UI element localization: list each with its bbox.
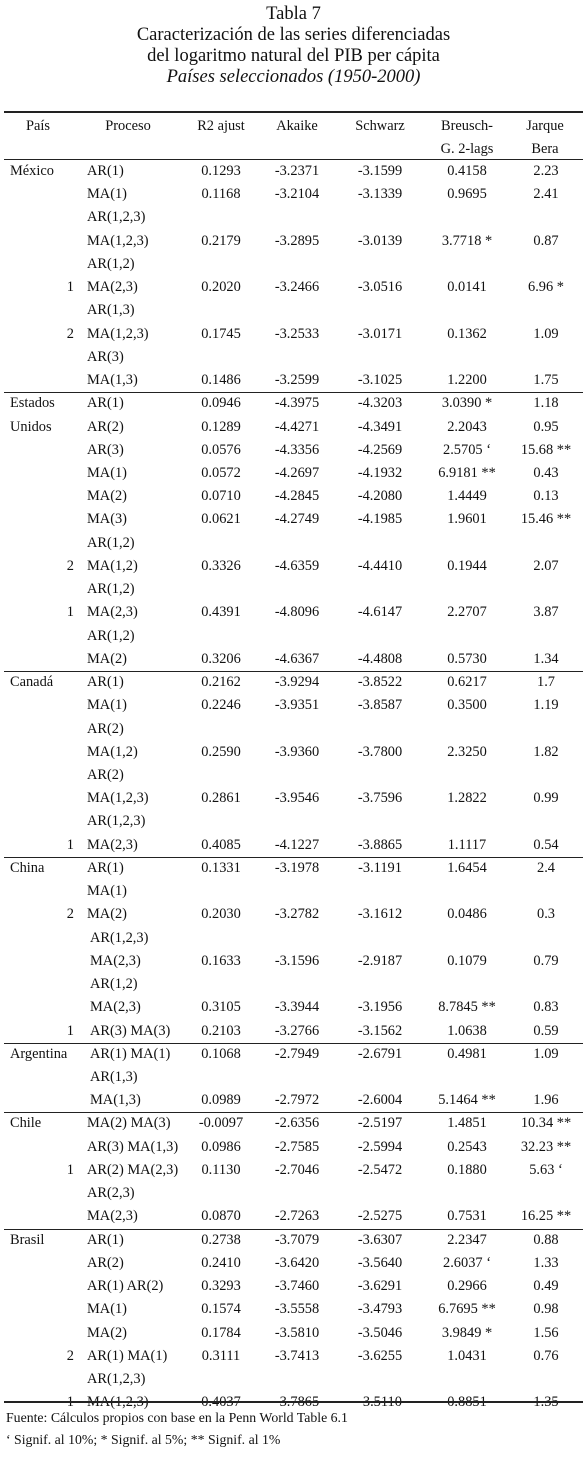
cell-country: Unidos: [10, 418, 52, 435]
cell-jarque: 1.82: [533, 743, 559, 760]
cell-r2: 0.3206: [201, 650, 241, 667]
cell-breusch: 0.6217: [447, 674, 487, 691]
group-rule: [4, 857, 583, 858]
cell-akaike: -4.3975: [274, 395, 320, 412]
cell-process: MA(1): [87, 1301, 127, 1318]
cell-jarque: 6.96 *: [528, 279, 564, 296]
cell-process: AR(2): [87, 418, 124, 435]
cell-process: MA(1,2): [87, 557, 138, 574]
cell-akaike: -3.2599: [274, 372, 320, 389]
cell-jarque: 1.7: [537, 674, 555, 691]
cell-breusch: 0.1362: [447, 325, 487, 342]
cell-schwarz: -2.6004: [357, 1092, 403, 1109]
cell-process: MA(1,2,3): [87, 790, 149, 807]
cell-process: AR(1,2,3): [90, 929, 149, 946]
cell-order: 1: [66, 1161, 74, 1178]
cell-r2: 0.1293: [201, 163, 241, 179]
cell-breusch: 0.1079: [447, 952, 487, 969]
cell-jarque: 1.09: [533, 325, 559, 342]
cell-breusch: 3.9849 *: [441, 1324, 493, 1341]
cell-akaike: -3.3944: [274, 999, 320, 1016]
cell-breusch: 0.0486: [447, 906, 487, 923]
cell-r2: 0.1784: [201, 1324, 241, 1341]
cell-order: 1: [66, 1022, 74, 1039]
cell-breusch: 0.4158: [447, 163, 487, 179]
cell-breusch: 2.2707: [447, 604, 487, 621]
cell-country: Estados: [10, 395, 55, 412]
cell-process: AR(1,2): [87, 581, 135, 598]
cell-r2: 0.2590: [201, 743, 241, 760]
cell-schwarz: -4.3491: [357, 418, 403, 435]
cell-jarque: 0.79: [533, 952, 559, 969]
cell-process: MA(2): [87, 1324, 127, 1341]
cell-r2: 0.2410: [201, 1254, 241, 1271]
cell-jarque: 2.4: [537, 859, 555, 876]
cell-akaike: -2.7949: [274, 1045, 320, 1062]
cell-breusch: 0.7531: [447, 1208, 487, 1225]
cell-breusch: 1.1117: [447, 836, 487, 853]
cell-schwarz: -4.6147: [357, 604, 403, 621]
cell-process: AR(1,2,3): [87, 209, 146, 226]
cell-jarque: 2.23: [533, 163, 559, 179]
cell-breusch: 1.0431: [447, 1347, 487, 1364]
cell-process: AR(1,2): [87, 534, 135, 551]
cell-schwarz: -3.6255: [357, 1347, 403, 1364]
cell-schwarz: -2.5197: [357, 1115, 403, 1132]
cell-r2: 0.2030: [201, 906, 241, 923]
cell-process: MA(2): [87, 488, 127, 505]
cell-r2: 0.4085: [201, 836, 241, 853]
cell-schwarz: -4.1985: [357, 511, 403, 528]
cell-akaike: -3.5810: [274, 1324, 320, 1341]
cell-breusch: 8.7845 **: [438, 999, 496, 1016]
cell-jarque: 1.18: [533, 395, 559, 412]
cell-breusch: 6.9181 **: [438, 464, 496, 481]
header-jarque-1: Jarque: [526, 118, 564, 134]
cell-process: MA(1,2,3): [87, 232, 149, 249]
cell-r2: 0.2861: [201, 790, 241, 807]
cell-process: AR(1,2): [87, 255, 135, 272]
cell-process: MA(3): [87, 511, 127, 528]
cell-schwarz: -3.1562: [357, 1022, 403, 1039]
cell-schwarz: -3.1956: [357, 999, 403, 1016]
cell-jarque: 0.59: [533, 1022, 559, 1039]
cell-jarque: 3.87: [533, 604, 559, 621]
cell-akaike: -3.2895: [274, 232, 320, 249]
cell-process: MA(1,2,3): [87, 325, 149, 342]
cell-schwarz: -4.4808: [357, 650, 403, 667]
cell-r2: 0.1068: [201, 1045, 241, 1062]
cell-r2: -0.0097: [198, 1115, 244, 1132]
footnote-source: Fuente: Cálculos propios con base en la Penn World Table 6.1: [6, 1410, 348, 1425]
cell-breusch: 0.9695: [447, 186, 487, 203]
header-jarque-2: Bera: [531, 141, 559, 157]
cell-schwarz: -4.1932: [357, 464, 403, 481]
cell-r2: 0.2179: [201, 232, 241, 249]
cell-jarque: 0.83: [533, 999, 559, 1016]
header-proceso: Proceso: [105, 118, 151, 134]
cell-jarque: 1.19: [533, 697, 559, 714]
cell-r2: 0.4391: [201, 604, 241, 621]
cell-akaike: -4.6367: [274, 650, 320, 667]
cell-breusch: 1.6454: [447, 859, 487, 876]
cell-schwarz: -3.1191: [358, 859, 402, 876]
cell-jarque: 2.07: [533, 557, 559, 574]
cell-process: MA(2,3): [87, 604, 138, 621]
cell-process: AR(2,3): [87, 1185, 135, 1202]
cell-akaike: -3.2466: [274, 279, 320, 296]
cell-process: AR(1): [87, 163, 124, 179]
cell-akaike: -3.6420: [274, 1254, 320, 1271]
cell-process: AR(2): [87, 720, 124, 737]
cell-jarque: 0.76: [533, 1347, 559, 1364]
cell-breusch: 1.4851: [447, 1115, 487, 1132]
cell-schwarz: -3.7800: [357, 743, 403, 760]
cell-process: AR(2): [87, 1254, 124, 1271]
cell-process: AR(1,2,3): [87, 1370, 146, 1387]
cell-process: MA(2,3): [90, 999, 141, 1016]
cell-r2: 0.1574: [201, 1301, 241, 1318]
cell-process: AR(3) MA(1,3): [87, 1138, 179, 1155]
cell-schwarz: -3.6291: [357, 1278, 403, 1295]
cell-r2: 0.0870: [201, 1208, 241, 1225]
cell-r2: 0.2246: [201, 697, 241, 714]
cell-jarque: 10.34 **: [520, 1115, 572, 1132]
cell-akaike: -3.9351: [274, 697, 320, 714]
cell-breusch: 5.1464 **: [438, 1092, 496, 1109]
cell-schwarz: -2.5994: [357, 1138, 403, 1155]
cell-schwarz: -3.0516: [357, 279, 403, 296]
cell-order: 1: [66, 836, 74, 853]
cell-process: MA(2): [87, 650, 127, 667]
cell-order: 2: [66, 906, 74, 923]
cell-r2: 0.0989: [201, 1092, 241, 1109]
cell-process: AR(3): [87, 441, 124, 458]
cell-akaike: -3.2371: [274, 163, 320, 179]
cell-jarque: 0.88: [533, 1231, 559, 1248]
cell-r2: 0.2162: [201, 674, 241, 691]
cell-breusch: 1.4449: [447, 488, 487, 505]
cell-breusch: 6.7695 **: [438, 1301, 496, 1318]
cell-akaike: -4.2697: [274, 464, 320, 481]
cell-process: AR(1): [87, 1231, 124, 1248]
cell-process: AR(1): [87, 859, 124, 876]
header-schwarz: Schwarz: [355, 118, 405, 134]
cell-schwarz: -3.6307: [357, 1231, 403, 1248]
header-rule: [4, 159, 583, 160]
cell-breusch: 0.5730: [447, 650, 487, 667]
cell-jarque: 0.99: [533, 790, 559, 807]
header-r2: R2 ajust: [197, 118, 245, 134]
cell-jarque: 1.09: [533, 1045, 559, 1062]
cell-process: AR(1): [87, 674, 124, 691]
cell-breusch: 0.3500: [447, 697, 487, 714]
cell-schwarz: -4.3203: [357, 395, 403, 412]
cell-schwarz: -2.9187: [357, 952, 403, 969]
cell-breusch: 0.0141: [447, 279, 487, 296]
cell-schwarz: -3.1599: [357, 163, 403, 179]
cell-process: MA(1,3): [90, 1092, 141, 1109]
cell-jarque: 0.98: [533, 1301, 559, 1318]
cell-schwarz: -3.4793: [357, 1301, 403, 1318]
cell-r2: 0.0572: [201, 464, 241, 481]
cell-akaike: -3.2782: [274, 906, 320, 923]
cell-schwarz: -2.5275: [357, 1208, 403, 1225]
table-subtitle-1: Caracterización de las series diferenciadas: [136, 25, 451, 45]
cell-r2: 0.1745: [201, 325, 241, 342]
cell-akaike: -2.7585: [274, 1138, 320, 1155]
cell-akaike: -2.7263: [274, 1208, 320, 1225]
bottom-rule: [4, 1401, 583, 1403]
cell-akaike: -4.8096: [274, 604, 320, 621]
cell-schwarz: -4.2569: [357, 441, 403, 458]
cell-akaike: -3.7413: [274, 1347, 320, 1364]
cell-breusch: 2.6037 ‘: [443, 1254, 491, 1271]
cell-schwarz: -3.8865: [357, 836, 403, 853]
cell-r2: 0.2738: [201, 1231, 241, 1248]
cell-schwarz: -3.0171: [357, 325, 403, 342]
header-akaike: Akaike: [276, 118, 318, 134]
cell-schwarz: -4.2080: [357, 488, 403, 505]
cell-akaike: -3.9546: [274, 790, 320, 807]
cell-akaike: -4.2845: [274, 488, 320, 505]
cell-process: AR(3): [87, 348, 124, 365]
cell-country: China: [10, 859, 45, 876]
cell-jarque: 0.49: [533, 1278, 559, 1295]
cell-breusch: 1.0638: [447, 1022, 487, 1039]
cell-process: MA(1): [87, 464, 127, 481]
cell-process: AR(1,2,3): [87, 813, 146, 830]
cell-process: AR(1,2): [87, 627, 135, 644]
group-rule: [4, 671, 583, 672]
cell-breusch: 0.2543: [447, 1138, 487, 1155]
cell-country: Argentina: [10, 1045, 68, 1062]
header-pais: País: [26, 118, 50, 134]
cell-jarque: 0.87: [533, 232, 559, 249]
cell-breusch: 2.3250: [447, 743, 487, 760]
group-rule: [4, 392, 583, 393]
cell-akaike: -4.4271: [274, 418, 320, 435]
cell-order: 1: [66, 604, 74, 621]
cell-r2: 0.3105: [201, 999, 241, 1016]
cell-akaike: -2.7972: [274, 1092, 320, 1109]
cell-process: MA(1,3): [87, 372, 138, 389]
cell-process: AR(1): [87, 395, 124, 412]
cell-country: México: [10, 163, 54, 179]
cell-schwarz: -3.5640: [357, 1254, 403, 1271]
cell-r2: 0.3326: [201, 557, 241, 574]
cell-akaike: -3.2533: [274, 325, 320, 342]
cell-process: MA(2,3): [87, 836, 138, 853]
cell-country: Brasil: [10, 1231, 45, 1248]
top-rule: [4, 111, 583, 113]
cell-jarque: 1.75: [533, 372, 559, 389]
cell-akaike: -3.7079: [274, 1231, 320, 1248]
cell-schwarz: -3.1339: [357, 186, 403, 203]
cell-process: AR(1,2): [90, 976, 138, 993]
cell-schwarz: -3.0139: [357, 232, 403, 249]
group-rule: [4, 1229, 583, 1230]
cell-jarque: 16.25 **: [520, 1208, 572, 1225]
table-subtitle-2: del logaritmo natural del PIB per cápita: [147, 46, 440, 66]
cell-r2: 0.0576: [201, 441, 241, 458]
cell-jarque: 1.33: [533, 1254, 559, 1271]
cell-process: MA(1): [87, 697, 127, 714]
cell-akaike: -3.2766: [274, 1022, 320, 1039]
cell-breusch: 2.2347: [447, 1231, 487, 1248]
cell-schwarz: -3.1612: [357, 906, 403, 923]
cell-process: AR(1,3): [90, 1068, 138, 1085]
cell-order: 2: [66, 557, 74, 574]
cell-r2: 0.1130: [201, 1161, 241, 1178]
cell-jarque: 0.43: [533, 464, 559, 481]
cell-jarque: 0.54: [533, 836, 559, 853]
cell-r2: 0.0621: [201, 511, 241, 528]
cell-akaike: -3.7460: [274, 1278, 320, 1295]
cell-schwarz: -2.5472: [357, 1161, 403, 1178]
cell-schwarz: -3.5046: [357, 1324, 403, 1341]
cell-akaike: -3.9360: [274, 743, 320, 760]
cell-jarque: 2.41: [533, 186, 559, 203]
cell-process: MA(2): [87, 906, 127, 923]
cell-jarque: 5.63 ‘: [529, 1161, 563, 1178]
cell-schwarz: -2.6791: [357, 1045, 403, 1062]
cell-r2: 0.3111: [201, 1347, 241, 1364]
header-breusch-2: G. 2-lags: [440, 141, 494, 157]
cell-process: MA(1): [87, 186, 127, 203]
cell-breusch: 0.4981: [447, 1045, 487, 1062]
cell-akaike: -3.1596: [274, 952, 320, 969]
cell-r2: 0.0986: [201, 1138, 241, 1155]
cell-breusch: 1.2822: [447, 790, 487, 807]
cell-r2: 0.2020: [201, 279, 241, 296]
cell-breusch: 3.0390 *: [441, 395, 493, 412]
cell-order: 2: [66, 325, 74, 342]
cell-country: Canadá: [10, 674, 54, 691]
cell-process: AR(1) AR(2): [87, 1278, 164, 1295]
cell-breusch: 3.7718 *: [441, 232, 493, 249]
cell-schwarz: -3.8522: [357, 674, 403, 691]
cell-akaike: -3.1978: [274, 859, 320, 876]
table-title: Tabla 7: [266, 4, 321, 24]
cell-schwarz: -4.4410: [357, 557, 403, 574]
cell-akaike: -3.9294: [274, 674, 320, 691]
cell-jarque: 0.95: [533, 418, 559, 435]
cell-breusch: 2.5705 ‘: [443, 441, 491, 458]
cell-jarque: 1.56: [533, 1324, 559, 1341]
cell-process: AR(2) MA(2,3): [87, 1161, 179, 1178]
group-rule: [4, 1112, 583, 1113]
cell-akaike: -4.1227: [274, 836, 320, 853]
cell-schwarz: -3.1025: [357, 372, 403, 389]
cell-jarque: 15.68 **: [520, 441, 572, 458]
cell-breusch: 1.2200: [447, 372, 487, 389]
cell-akaike: -2.6356: [274, 1115, 320, 1132]
cell-country: Chile: [10, 1115, 42, 1132]
cell-process: AR(1,3): [87, 302, 135, 319]
cell-akaike: -3.5558: [274, 1301, 320, 1318]
cell-r2: 0.1486: [201, 372, 241, 389]
cell-schwarz: -3.7596: [357, 790, 403, 807]
cell-breusch: 2.2043: [447, 418, 487, 435]
cell-breusch: 0.1880: [447, 1161, 487, 1178]
cell-r2: 0.0946: [201, 395, 241, 412]
cell-process: MA(2,3): [90, 952, 141, 969]
cell-jarque: 15.46 **: [520, 511, 572, 528]
cell-process: MA(1,2): [87, 743, 138, 760]
cell-breusch: 0.1944: [447, 557, 487, 574]
cell-akaike: -4.6359: [274, 557, 320, 574]
cell-jarque: 0.3: [537, 906, 555, 923]
cell-breusch: 0.2966: [447, 1278, 487, 1295]
cell-process: MA(2,3): [87, 1208, 138, 1225]
table-title-block: [0, 4, 587, 88]
cell-r2: 0.3293: [201, 1278, 241, 1295]
cell-order: 2: [66, 1347, 74, 1364]
cell-akaike: -4.3356: [274, 441, 320, 458]
cell-jarque: 0.13: [533, 488, 559, 505]
cell-r2: 0.1289: [201, 418, 241, 435]
cell-akaike: -4.2749: [274, 511, 320, 528]
cell-r2: 0.1633: [201, 952, 241, 969]
cell-akaike: -3.2104: [274, 186, 320, 203]
cell-process: AR(2): [87, 766, 124, 783]
cell-order: 1: [66, 279, 74, 296]
cell-process: AR(1) MA(1): [87, 1347, 168, 1364]
cell-process: MA(2) MA(3): [87, 1115, 171, 1132]
cell-process: MA(1): [87, 883, 127, 900]
table-subtitle-3: Países seleccionados (1950-2000): [166, 67, 421, 87]
header-breusch-1: Breusch-: [441, 118, 493, 134]
cell-r2: 0.1331: [201, 859, 241, 876]
cell-jarque: 1.34: [533, 650, 559, 667]
cell-process: AR(1) MA(1): [90, 1045, 171, 1062]
group-rule: [4, 1043, 583, 1044]
cell-r2: 0.1168: [201, 186, 241, 203]
cell-process: AR(3) MA(3): [90, 1022, 171, 1039]
cell-akaike: -2.7046: [274, 1161, 320, 1178]
cell-r2: 0.2103: [201, 1022, 241, 1039]
cell-process: MA(2,3): [87, 279, 138, 296]
cell-breusch: 1.9601: [447, 511, 487, 528]
cell-r2: 0.0710: [201, 488, 241, 505]
footnote-significance: ‘ Signif. al 10%; * Signif. al 5%; ** Signif. al 1%: [6, 1432, 281, 1447]
cell-jarque: 1.96: [533, 1092, 559, 1109]
cell-schwarz: -3.8587: [357, 697, 403, 714]
cell-jarque: 32.23 **: [520, 1138, 572, 1155]
